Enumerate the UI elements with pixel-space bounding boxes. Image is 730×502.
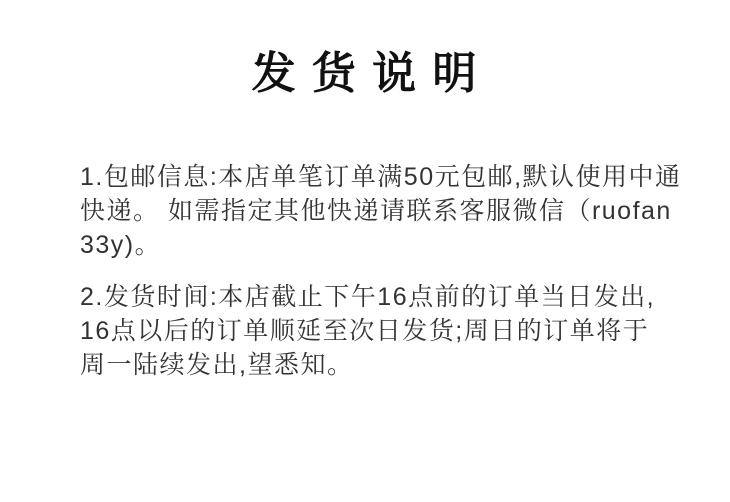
text-line: 16点以后的订单顺延至次日发货;周日的订单将于 [80,317,650,345]
text-line: 33y)。 [80,231,162,259]
text-line: 2.发货时间:本店截止下午16点前的订单当日发出, [80,283,656,311]
text-line: 快递。 如需指定其他快递请联系客服微信（ruofan [80,197,672,225]
page-title: 发 货 说 明 [251,49,479,98]
text-line: 1.包邮信息:本店单笔订单满50元包邮,默认使用中通 [80,163,682,191]
paragraph-shipping-fee [80,160,730,262]
shipping-notice-page [0,49,730,502]
text-line: 周一陆续发出,望悉知。 [80,351,354,379]
paragraph-shipping-time [80,280,730,382]
notice-body [80,160,730,382]
